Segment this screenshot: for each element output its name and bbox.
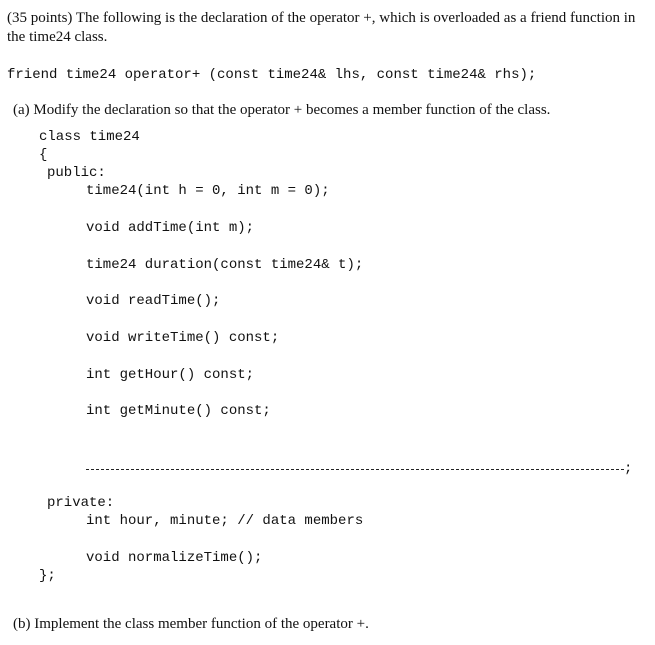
get-hour-declaration: int getHour() const;	[86, 367, 255, 383]
answer-blank-line[interactable]	[86, 469, 624, 470]
class-header: class time24	[39, 129, 140, 145]
private-label: private:	[47, 495, 115, 511]
data-members-declaration: int hour, minute; // data members	[86, 513, 364, 529]
question-intro: (35 points) The following is the declaration of the operator +, which is overloaded as a friend function in the time24 class.	[7, 10, 636, 45]
close-brace: };	[39, 568, 56, 584]
public-label: public:	[47, 165, 106, 181]
friend-declaration: friend time24 operator+ (const time24& lhs, const time24& rhs);	[7, 67, 537, 83]
constructor-declaration: time24(int h = 0, int m = 0);	[86, 183, 330, 199]
duration-declaration: time24 duration(const time24& t);	[86, 257, 364, 273]
open-brace: {	[39, 147, 48, 163]
answer-blank-semicolon: ;	[624, 461, 633, 477]
read-time-declaration: void readTime();	[86, 293, 221, 309]
write-time-declaration: void writeTime() const;	[86, 330, 280, 346]
add-time-declaration: void addTime(int m);	[86, 220, 255, 236]
normalize-time-declaration: void normalizeTime();	[86, 550, 263, 566]
part-b-prompt: (b) Implement the class member function of the operator +.	[13, 616, 369, 632]
get-minute-declaration: int getMinute() const;	[86, 403, 271, 419]
part-a-prompt: (a) Modify the declaration so that the operator + becomes a member function of the class.	[13, 102, 551, 118]
